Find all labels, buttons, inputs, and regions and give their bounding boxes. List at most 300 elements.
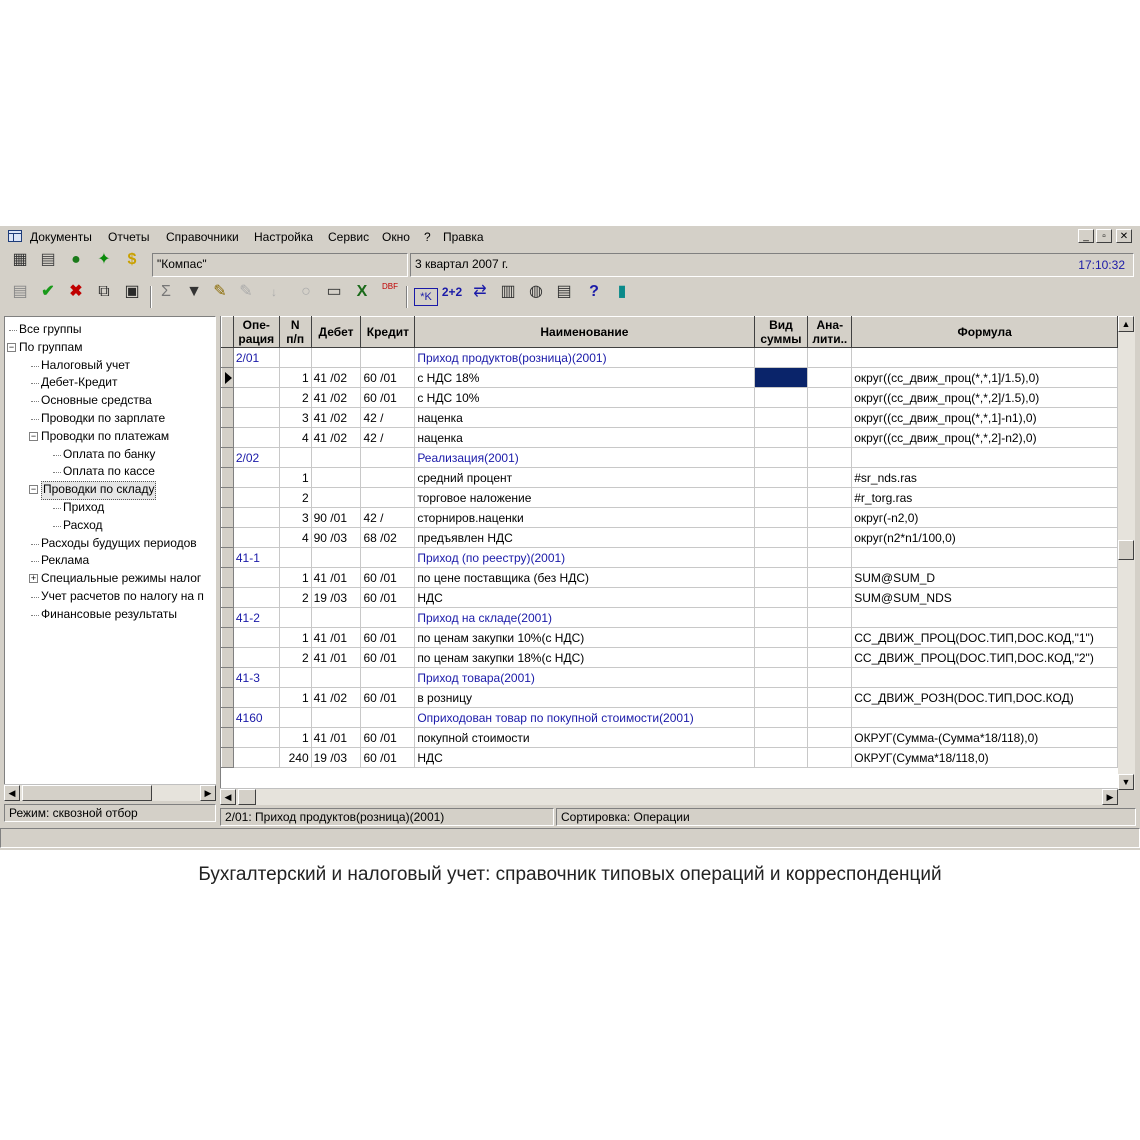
filter-icon[interactable]: ▼ <box>186 283 202 300</box>
tree-item[interactable]: Расходы будущих периодов <box>41 535 197 550</box>
sum-icon[interactable]: Σ <box>161 283 171 300</box>
cell-sum-type[interactable] <box>754 408 808 428</box>
tree-item[interactable]: Приход <box>63 500 105 514</box>
cell-number[interactable] <box>279 348 311 368</box>
cell-analytics[interactable] <box>808 448 852 468</box>
cell-operation[interactable]: 2/01 <box>233 348 279 368</box>
cell-name[interactable]: средний процент <box>415 468 754 488</box>
cell-debet[interactable]: 41 /02 <box>311 688 361 708</box>
cell-analytics[interactable] <box>808 648 852 668</box>
operation-group-row[interactable] <box>222 668 1118 688</box>
cell-number[interactable] <box>279 668 311 688</box>
cell-debet[interactable] <box>311 468 361 488</box>
cell-number[interactable]: 1 <box>279 688 311 708</box>
cell-debet[interactable] <box>311 668 361 688</box>
cell-debet[interactable]: 41 /02 <box>311 408 361 428</box>
cell-formula[interactable]: округ((сс_движ_проц(*,*,1]-n1),0) <box>852 408 1118 428</box>
operation-group-row[interactable] <box>222 348 1118 368</box>
cell-analytics[interactable] <box>808 728 852 748</box>
cell-number[interactable]: 4 <box>279 528 311 548</box>
table-row[interactable] <box>222 508 1118 528</box>
tree-item[interactable]: Дебет-Кредит <box>41 375 118 390</box>
dbf-export-icon[interactable]: DBF <box>382 282 398 291</box>
filter-clear-icon[interactable]: ✎ <box>213 283 227 300</box>
k-icon[interactable]: *K <box>414 288 438 306</box>
filter-disabled-icon[interactable]: ✎ <box>239 283 253 300</box>
app-table-icon[interactable] <box>8 230 22 242</box>
row-selector[interactable] <box>222 488 234 508</box>
cell-kredit[interactable] <box>361 488 415 508</box>
row-selector[interactable] <box>222 588 234 608</box>
table-row[interactable] <box>222 488 1118 508</box>
tree-horizontal-scrollbar[interactable] <box>4 784 216 801</box>
cell-debet[interactable]: 41 /01 <box>311 648 361 668</box>
cell-kredit[interactable]: 60 /01 <box>361 568 415 588</box>
row-selector[interactable] <box>222 688 234 708</box>
sort-status-text: Сортировка: Операции <box>561 810 690 824</box>
table-row[interactable] <box>222 408 1118 428</box>
info-toolbar <box>0 250 1140 280</box>
cell-debet[interactable]: 19 /03 <box>311 588 361 608</box>
minimize-button[interactable]: _ <box>1078 229 1094 243</box>
cell-operation[interactable] <box>233 388 279 408</box>
cell-kredit[interactable] <box>361 448 415 468</box>
cell-formula[interactable] <box>852 708 1118 728</box>
cell-name[interactable]: по ценам закупки 10%(с НДС) <box>415 628 754 648</box>
cell-name[interactable]: по цене поставщика (без НДС) <box>415 568 754 588</box>
cell-operation[interactable]: 41-3 <box>233 668 279 688</box>
table-row[interactable] <box>222 688 1118 708</box>
current-record-status <box>220 808 554 826</box>
tree-connector <box>53 508 61 510</box>
cell-sum-type[interactable] <box>754 628 808 648</box>
row-selector[interactable] <box>222 348 234 368</box>
cell-sum-type[interactable] <box>754 648 808 668</box>
cell-kredit[interactable]: 42 / <box>361 508 415 528</box>
row-selector[interactable] <box>222 408 234 428</box>
tree-item[interactable]: Основные средства <box>41 393 152 408</box>
cell-kredit[interactable] <box>361 708 415 728</box>
collapse-icon[interactable]: − <box>30 484 37 495</box>
cell-analytics[interactable] <box>808 608 852 628</box>
row-selector[interactable] <box>222 628 234 648</box>
cell-kredit[interactable]: 60 /01 <box>361 748 415 768</box>
cell-kredit[interactable]: 60 /01 <box>361 628 415 648</box>
scroll-down-icon[interactable]: ▼ <box>1118 774 1134 790</box>
cell-debet[interactable] <box>311 448 361 468</box>
col-header-kredit[interactable] <box>361 317 415 348</box>
globe-icon[interactable]: ● <box>71 251 81 268</box>
table-row[interactable] <box>222 468 1118 488</box>
cell-number[interactable]: 240 <box>279 748 311 768</box>
cell-kredit[interactable] <box>361 608 415 628</box>
cell-kredit[interactable]: 60 /01 <box>361 388 415 408</box>
cell-kredit[interactable] <box>361 348 415 368</box>
cell-formula[interactable]: СС_ДВИЖ_ПРОЦ(DOC.ТИП,DOC.КОД,"2") <box>852 648 1118 668</box>
cell-name[interactable]: наценка <box>415 408 754 428</box>
tree-item[interactable]: Налоговый учет <box>41 357 130 372</box>
cell-name[interactable]: НДС <box>415 748 754 768</box>
menu-reports[interactable]: Отчеты <box>108 230 150 244</box>
cell-name[interactable]: Приход на складе(2001) <box>415 608 754 628</box>
tree-item[interactable]: Реклама <box>41 553 90 568</box>
close-button[interactable]: ✕ <box>1116 229 1132 243</box>
cell-analytics[interactable] <box>808 748 852 768</box>
operation-group-row[interactable] <box>222 448 1118 468</box>
cell-debet[interactable]: 41 /01 <box>311 568 361 588</box>
cell-name[interactable]: торговое наложение <box>415 488 754 508</box>
tree-item[interactable]: Финансовые результаты <box>41 606 177 621</box>
cell-sum-type[interactable] <box>754 348 808 368</box>
cell-name[interactable]: покупной стоимости <box>415 728 754 748</box>
cell-formula[interactable] <box>852 348 1118 368</box>
cell-formula[interactable]: округ((сс_движ_проц(*,*,2]-n2),0) <box>852 428 1118 448</box>
operation-group-row[interactable] <box>222 708 1118 728</box>
tree-item[interactable]: По группам <box>19 339 83 354</box>
col-header-sum-type[interactable] <box>754 317 808 348</box>
cell-sum-type[interactable] <box>754 568 808 588</box>
cell-formula[interactable]: СС_ДВИЖ_ПРОЦ(DOC.ТИП,DOC.КОД,"1") <box>852 628 1118 648</box>
row-selector[interactable] <box>222 548 234 568</box>
table-row[interactable] <box>222 428 1118 448</box>
cell-kredit[interactable]: 60 /01 <box>361 368 415 388</box>
row-selector[interactable] <box>222 448 234 468</box>
cell-number[interactable] <box>279 708 311 728</box>
table-row[interactable] <box>222 528 1118 548</box>
new-window-icon[interactable]: ▣ <box>124 283 140 300</box>
cell-formula[interactable] <box>852 548 1118 568</box>
cell-operation[interactable]: 41-2 <box>233 608 279 628</box>
cell-number[interactable]: 2 <box>279 648 311 668</box>
delete-icon[interactable]: ✖ <box>69 283 83 300</box>
cell-sum-type[interactable] <box>754 488 808 508</box>
cell-operation[interactable] <box>233 528 279 548</box>
print-icon[interactable]: ▭ <box>326 283 342 300</box>
cell-kredit[interactable]: 60 /01 <box>361 688 415 708</box>
menu-window[interactable]: Окно <box>382 230 410 244</box>
help-icon[interactable]: ? <box>589 283 599 300</box>
dollar-icon[interactable]: $ <box>127 251 137 268</box>
cell-kredit[interactable]: 68 /02 <box>361 528 415 548</box>
excel-icon[interactable]: X <box>356 283 368 300</box>
cell-analytics[interactable] <box>808 488 852 508</box>
cell-operation[interactable]: 41-1 <box>233 548 279 568</box>
tree-item[interactable]: Все группы <box>19 322 82 336</box>
col-header-analytics[interactable] <box>808 317 852 348</box>
cell-name[interactable]: Приход продуктов(розница)(2001) <box>415 348 754 368</box>
cell-name[interactable]: с НДС 18% <box>415 368 754 388</box>
collapse-icon[interactable]: − <box>30 430 37 441</box>
cell-name[interactable]: наценка <box>415 428 754 448</box>
cell-kredit[interactable]: 60 /01 <box>361 588 415 608</box>
tree-connector <box>53 526 61 528</box>
menu-edit[interactable]: Правка <box>443 230 484 244</box>
cell-analytics[interactable] <box>808 368 852 388</box>
scroll-right-icon[interactable]: ▶ <box>200 785 216 801</box>
cell-number[interactable]: 3 <box>279 408 311 428</box>
expand-icon[interactable]: + <box>30 573 37 584</box>
cell-number[interactable]: 1 <box>279 468 311 488</box>
cell-analytics[interactable] <box>808 468 852 488</box>
menu-references[interactable]: Справочники <box>166 230 239 244</box>
cell-formula[interactable]: ОКРУГ(Сумма-(Сумма*18/118),0) <box>852 728 1118 748</box>
cell-sum-type[interactable] <box>754 668 808 688</box>
cell-analytics[interactable] <box>808 348 852 368</box>
cell-operation[interactable] <box>233 488 279 508</box>
scroll-up-icon[interactable]: ▲ <box>1118 316 1134 332</box>
cell-sum-type[interactable] <box>754 708 808 728</box>
table-row[interactable] <box>222 368 1118 388</box>
row-selector[interactable] <box>222 748 234 768</box>
cell-formula[interactable] <box>852 668 1118 688</box>
cell-name[interactable]: Приход товара(2001) <box>415 668 754 688</box>
menu-settings[interactable]: Настройка <box>254 230 314 244</box>
row-selector[interactable] <box>222 668 234 688</box>
cell-name[interactable]: Приход (по реестру)(2001) <box>415 548 754 568</box>
cell-number[interactable]: 1 <box>279 628 311 648</box>
cell-analytics[interactable] <box>808 568 852 588</box>
cell-debet[interactable] <box>311 708 361 728</box>
cell-analytics[interactable] <box>808 688 852 708</box>
cell-operation[interactable] <box>233 468 279 488</box>
lightbulb-icon[interactable]: ○ <box>301 283 311 300</box>
cell-debet[interactable]: 41 /01 <box>311 728 361 748</box>
cell-kredit[interactable]: 60 /01 <box>361 728 415 748</box>
cell-kredit[interactable] <box>361 668 415 688</box>
row-selector[interactable] <box>222 648 234 668</box>
cell-formula[interactable]: #sr_nds.ras <box>852 468 1118 488</box>
row-selector[interactable] <box>222 368 234 388</box>
menu-service[interactable]: Сервис <box>328 230 370 244</box>
cell-formula[interactable]: округ(n2*n1/100,0) <box>852 528 1118 548</box>
cell-formula[interactable]: СС_ДВИЖ_РОЗН(DOC.ТИП,DOC.КОД) <box>852 688 1118 708</box>
cell-sum-type[interactable] <box>754 688 808 708</box>
menu-documents[interactable]: Документы <box>30 230 92 244</box>
calculator-icon[interactable]: ▦ <box>12 251 28 268</box>
cell-operation[interactable] <box>233 588 279 608</box>
cell-operation[interactable]: 2/02 <box>233 448 279 468</box>
cell-number[interactable]: 1 <box>279 368 311 388</box>
cell-sum-type[interactable] <box>754 368 808 388</box>
row-selector[interactable] <box>222 428 234 448</box>
scroll-thumb[interactable] <box>238 789 256 805</box>
cell-name[interactable]: в розницу <box>415 688 754 708</box>
col-header-operation[interactable] <box>233 317 279 348</box>
row-selector[interactable] <box>222 608 234 628</box>
cell-sum-type[interactable] <box>754 728 808 748</box>
cell-number[interactable]: 4 <box>279 428 311 448</box>
restore-button[interactable]: ▫ <box>1096 229 1112 243</box>
cell-operation[interactable] <box>233 508 279 528</box>
cell-sum-type[interactable] <box>754 548 808 568</box>
cell-operation[interactable] <box>233 368 279 388</box>
cell-kredit[interactable] <box>361 468 415 488</box>
cell-sum-type[interactable] <box>754 508 808 528</box>
table-row[interactable] <box>222 588 1118 608</box>
cell-analytics[interactable] <box>808 628 852 648</box>
table-row[interactable] <box>222 748 1118 768</box>
cell-analytics[interactable] <box>808 548 852 568</box>
cell-sum-type[interactable] <box>754 588 808 608</box>
cell-number[interactable]: 3 <box>279 508 311 528</box>
cell-operation[interactable] <box>233 728 279 748</box>
cell-formula[interactable]: SUM@SUM_NDS <box>852 588 1118 608</box>
header-number: N п/п <box>286 318 305 346</box>
col-header-number[interactable] <box>279 317 311 348</box>
cell-number[interactable]: 1 <box>279 728 311 748</box>
cell-kredit[interactable]: 42 / <box>361 428 415 448</box>
operations-table <box>221 316 1118 768</box>
cell-operation[interactable] <box>233 568 279 588</box>
copy-add-icon[interactable]: ⧉ <box>98 283 110 300</box>
cell-formula[interactable]: ОКРУГ(Сумма*18/118,0) <box>852 748 1118 768</box>
cell-debet[interactable] <box>311 488 361 508</box>
cell-formula[interactable]: SUM@SUM_D <box>852 568 1118 588</box>
cell-kredit[interactable] <box>361 548 415 568</box>
row-selector[interactable] <box>222 728 234 748</box>
tree-item[interactable]: Учет расчетов по налогу на п <box>41 589 204 603</box>
header-sum-type: Вид суммы <box>760 318 802 346</box>
table-row[interactable] <box>222 728 1118 748</box>
cell-sum-type[interactable] <box>754 468 808 488</box>
grid-horizontal-scrollbar[interactable] <box>220 788 1118 805</box>
cell-name[interactable]: предъявлен НДС <box>415 528 754 548</box>
cell-number[interactable]: 2 <box>279 388 311 408</box>
row-selector[interactable] <box>222 528 234 548</box>
cell-name[interactable]: сторниров.наценки <box>415 508 754 528</box>
col-header-name[interactable] <box>415 317 754 348</box>
cell-formula[interactable]: #r_torg.ras <box>852 488 1118 508</box>
cell-analytics[interactable] <box>808 708 852 728</box>
exit-icon[interactable]: ▮ <box>617 283 627 300</box>
cell-sum-type[interactable] <box>754 448 808 468</box>
cell-operation[interactable] <box>233 408 279 428</box>
tree-item[interactable]: Оплата по банку <box>63 446 156 461</box>
network-icon[interactable]: ◍ <box>529 283 543 300</box>
cell-operation[interactable] <box>233 648 279 668</box>
cell-operation[interactable]: 4160 <box>233 708 279 728</box>
application-window <box>0 226 1140 850</box>
cell-number[interactable] <box>279 448 311 468</box>
scroll-thumb[interactable] <box>22 785 152 801</box>
grid-vertical-scrollbar[interactable] <box>1118 316 1135 790</box>
cell-debet[interactable]: 41 /02 <box>311 428 361 448</box>
pages-icon[interactable]: ▥ <box>500 283 516 300</box>
tree-item[interactable]: Оплата по кассе <box>63 464 155 479</box>
cell-debet[interactable] <box>311 348 361 368</box>
table-row[interactable] <box>222 388 1118 408</box>
cell-analytics[interactable] <box>808 408 852 428</box>
cell-number[interactable]: 2 <box>279 488 311 508</box>
cell-name[interactable]: Оприходован товар по покупной стоимости(2001) <box>415 708 754 728</box>
cell-debet[interactable]: 41 /02 <box>311 388 361 408</box>
two-plus-two-icon[interactable]: 2+2 <box>441 285 463 299</box>
cell-debet[interactable]: 90 /01 <box>311 508 361 528</box>
cell-number[interactable]: 2 <box>279 588 311 608</box>
table-row[interactable] <box>222 648 1118 668</box>
tree-item[interactable]: Проводки по зарплате <box>41 411 166 425</box>
cell-sum-type[interactable] <box>754 528 808 548</box>
cell-name[interactable]: с НДС 10% <box>415 388 754 408</box>
cell-operation[interactable] <box>233 428 279 448</box>
scroll-thumb[interactable] <box>1118 540 1134 560</box>
cell-debet[interactable] <box>311 548 361 568</box>
cell-number[interactable] <box>279 608 311 628</box>
check-icon[interactable]: ✔ <box>41 283 55 300</box>
row-selector[interactable] <box>222 388 234 408</box>
tree-item[interactable]: Расход <box>63 517 103 532</box>
cell-sum-type[interactable] <box>754 608 808 628</box>
running-man-icon[interactable]: ✦ <box>97 251 111 268</box>
row-selector[interactable] <box>222 508 234 528</box>
cell-debet[interactable]: 19 /03 <box>311 748 361 768</box>
cell-formula[interactable] <box>852 608 1118 628</box>
operation-group-row[interactable] <box>222 608 1118 628</box>
cell-analytics[interactable] <box>808 388 852 408</box>
cell-number[interactable] <box>279 548 311 568</box>
cell-sum-type[interactable] <box>754 428 808 448</box>
cell-debet[interactable]: 90 /03 <box>311 528 361 548</box>
cell-analytics[interactable] <box>808 668 852 688</box>
cell-number[interactable]: 1 <box>279 568 311 588</box>
tree-item[interactable]: Проводки по платежам <box>41 428 170 443</box>
cell-formula[interactable] <box>852 448 1118 468</box>
scroll-left-icon[interactable]: ◀ <box>4 785 20 801</box>
sort-icon[interactable]: ↓ <box>271 285 277 299</box>
header-operation: Опе- рация <box>238 318 275 346</box>
transfer-icon[interactable]: ⇄ <box>473 283 487 300</box>
cell-analytics[interactable] <box>808 528 852 548</box>
cell-formula[interactable]: округ(-n2,0) <box>852 508 1118 528</box>
tree-item[interactable]: Проводки по складу <box>41 481 156 500</box>
document-icon[interactable]: ▤ <box>40 251 56 268</box>
scroll-right-icon[interactable]: ▶ <box>1102 789 1118 805</box>
cell-formula[interactable]: округ((сс_движ_проц(*,*,2]/1.5),0) <box>852 388 1118 408</box>
cell-name[interactable]: по ценам закупки 18%(с НДС) <box>415 648 754 668</box>
cell-formula[interactable]: округ((сс_движ_проц(*,*,1]/1.5),0) <box>852 368 1118 388</box>
cell-debet[interactable] <box>311 608 361 628</box>
row-selector[interactable] <box>222 568 234 588</box>
table-row[interactable] <box>222 628 1118 648</box>
col-header-debet[interactable] <box>311 317 361 348</box>
cell-kredit[interactable]: 60 /01 <box>361 648 415 668</box>
cell-debet[interactable]: 41 /02 <box>311 368 361 388</box>
cell-sum-type[interactable] <box>754 388 808 408</box>
cell-analytics[interactable] <box>808 588 852 608</box>
cell-debet[interactable]: 41 /01 <box>311 628 361 648</box>
operation-group-row[interactable] <box>222 548 1118 568</box>
cell-analytics[interactable] <box>808 508 852 528</box>
row-selector[interactable] <box>222 468 234 488</box>
scroll-left-icon[interactable]: ◀ <box>220 789 236 805</box>
cell-analytics[interactable] <box>808 428 852 448</box>
report-icon[interactable]: ▤ <box>556 283 572 300</box>
cell-operation[interactable] <box>233 628 279 648</box>
cell-name[interactable]: Реализация(2001) <box>415 448 754 468</box>
menu-help[interactable]: ? <box>424 230 431 244</box>
cell-name[interactable]: НДС <box>415 588 754 608</box>
cell-kredit[interactable]: 42 / <box>361 408 415 428</box>
tree-item[interactable]: Специальные режимы налог <box>41 571 202 586</box>
cell-operation[interactable] <box>233 748 279 768</box>
table-row[interactable] <box>222 568 1118 588</box>
cell-operation[interactable] <box>233 688 279 708</box>
row-selector[interactable] <box>222 708 234 728</box>
col-header-formula[interactable] <box>852 317 1118 348</box>
collapse-icon[interactable]: − <box>8 341 15 352</box>
cell-sum-type[interactable] <box>754 748 808 768</box>
grid-icon[interactable]: ▤ <box>12 283 28 300</box>
